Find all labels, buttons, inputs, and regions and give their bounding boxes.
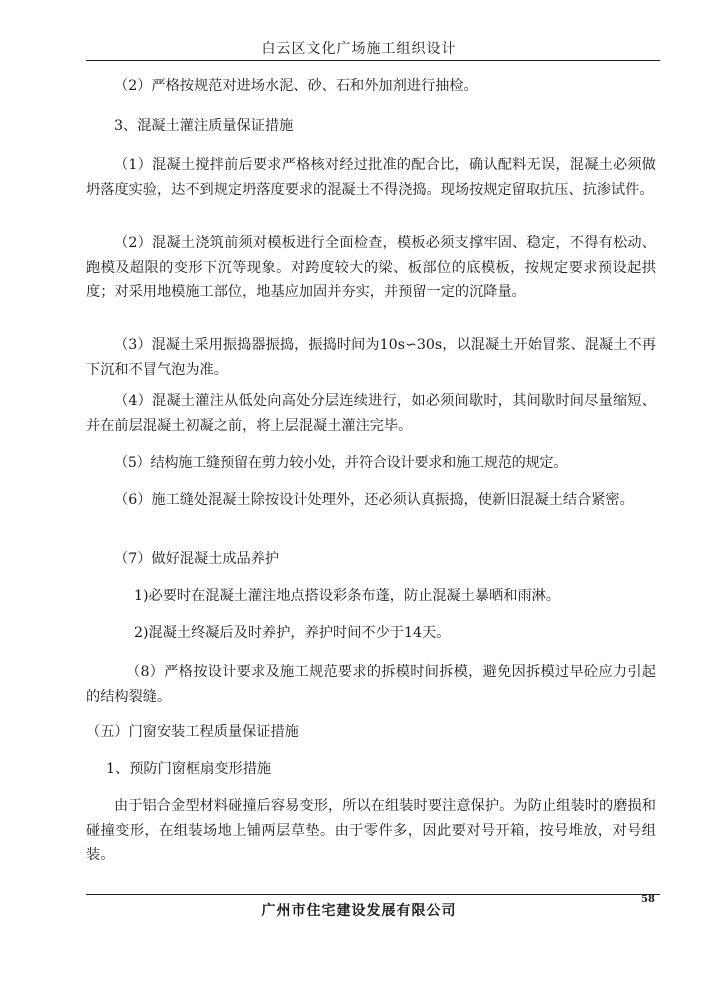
section-heading-concrete-quality: 3、混凝土灌注质量保证措施 — [114, 118, 294, 134]
paragraph-formwork-check: （2）混凝土浇筑前须对模板进行全面检查，模板必须支撑牢固、稳定，不得有松动、跑模及超限的变形下沉等现象。对跨度较大的梁、板部位的底模板，按规定要求预设起拱度；对采用地模施工部位，地基应加固并夯实，并预留一定的沉降量。 — [86, 235, 656, 300]
paragraph-layered-pouring: （4）混凝土灌注从低处向高处分层连续进行，如必须间歇时，其间歇时间尽量缩短、并在前层混凝土初凝之前，将上层混凝土灌注完毕。 — [86, 393, 656, 434]
header-rule — [86, 60, 660, 61]
paragraph-materials-inspection: （2）严格按规范对进场水泥、砂、石和外加剂进行抽检。 — [114, 78, 478, 94]
paragraph-joint-treatment: （6）施工缝处混凝土除按设计处理外，还必须认真振捣，使新旧混凝土结合紧密。 — [114, 492, 634, 508]
section-heading-door-window: （五）门窗安装工程质量保证措施 — [86, 724, 299, 740]
paragraph-vibration: （3）混凝土采用振捣器振捣，振捣时间为10s∽30s，以混凝土开始冒浆、混凝土不再下沉和不冒气泡为准。 — [86, 337, 656, 378]
page-header-title: 白云区文化广场施工组织设计 — [261, 41, 457, 57]
paragraph-curing-item-2: 2)混凝土终凝后及时养护，养护时间不少于14天。 — [134, 625, 451, 641]
paragraph-curing-heading: （7）做好混凝土成品养护 — [114, 551, 280, 567]
paragraph-construction-joint: （5）结构施工缝预留在剪力较小处，并符合设计要求和施工规范的规定。 — [114, 455, 568, 471]
footer-rule — [86, 894, 660, 895]
paragraph-form-removal: （8）严格按设计要求及施工规范要求的拆模时间拆模，避免因拆模过早砼应力引起的结构裂缝。 — [86, 664, 656, 705]
page-number: 58 — [641, 894, 655, 905]
footer-company-name: 广州市住宅建设发展有限公司 — [261, 903, 457, 919]
paragraph-mix-ratio: （1）混凝土搅拌前后要求严格核对经过批准的配合比，确认配料无误，混凝土必须做坍落度实验，达不到规定坍落度要求的混凝土不得浇捣。现场按规定留取抗压、抗渗试件。 — [86, 157, 656, 198]
section-heading-frame-deformation: 1、预防门窗框扇变形措施 — [106, 761, 272, 777]
paragraph-curing-item-1: 1)必要时在混凝土灌注地点搭设彩条布蓬，防止混凝土暴晒和雨淋。 — [134, 588, 561, 604]
paragraph-aluminum-protection: 由于铝合金型材料碰撞后容易变形，所以在组装时要注意保护。为防止组装时的磨损和碰撞变形，在组装场地上铺两层草垫。由于零件多，因此要对号开箱，按号堆放，对号组装。 — [86, 798, 656, 863]
